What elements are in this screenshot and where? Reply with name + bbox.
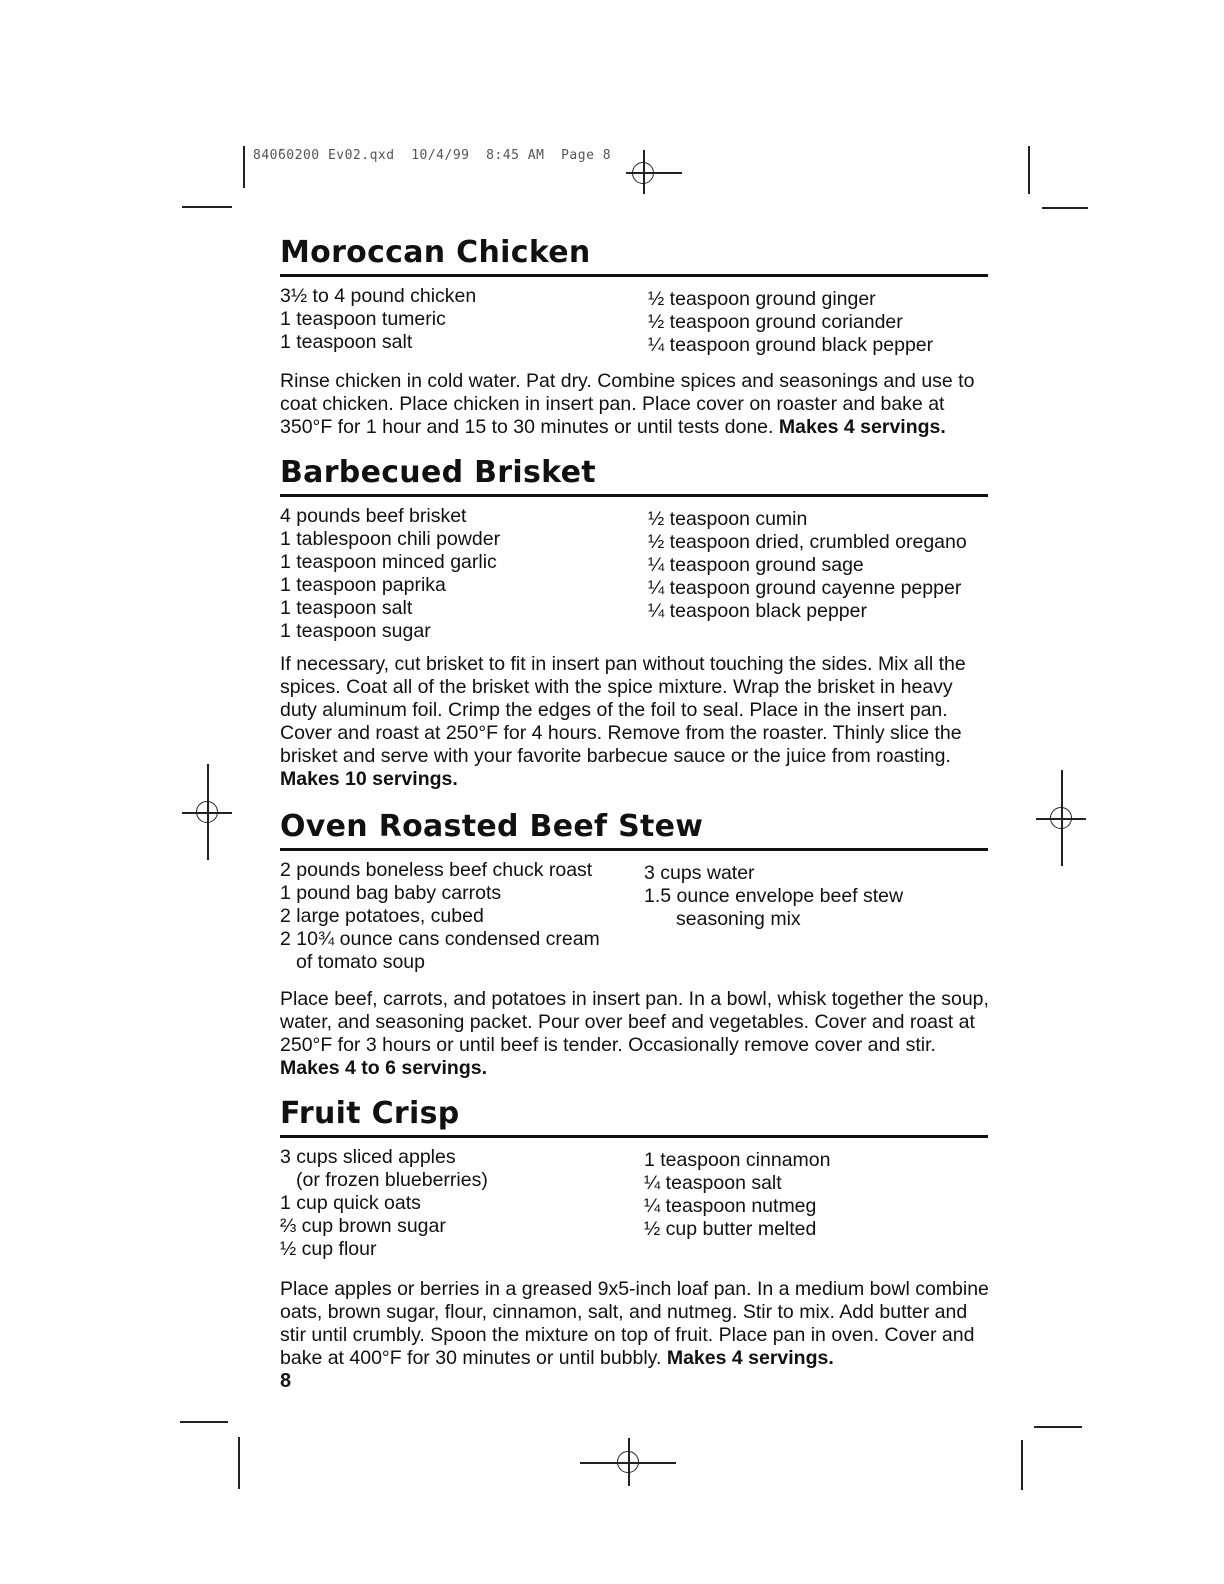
- ingredient: ¼ teaspoon ground cayenne pepper: [648, 577, 962, 599]
- servings: Makes 4 to 6 servings.: [280, 1057, 488, 1079]
- ingredient: 2 large potatoes, cubed: [280, 905, 484, 927]
- ingredients-left: [280, 505, 500, 643]
- crop-mark-top-left-v: [243, 146, 245, 188]
- recipe-title: Oven Roasted Beef Stew: [280, 809, 704, 844]
- recipe-title: Moroccan Chicken: [280, 235, 591, 270]
- ingredient: of tomato soup: [296, 951, 425, 973]
- crop-mark-bottom-right-v: [1021, 1440, 1023, 1490]
- servings: Makes 4 servings.: [778, 416, 946, 438]
- ingredient: ½ teaspoon ground ginger: [648, 288, 876, 310]
- ingredient: 1 teaspoon paprika: [280, 574, 446, 596]
- crop-mark-bottom-left-h: [180, 1421, 228, 1423]
- ingredient: ¼ teaspoon ground sage: [648, 554, 864, 576]
- ingredient: 1 pound bag baby carrots: [280, 882, 502, 904]
- ingredient: 1 teaspoon tumeric: [280, 308, 446, 330]
- ingredient: 4 pounds beef brisket: [280, 505, 467, 527]
- page-number: 8: [280, 1370, 292, 1392]
- ingredients-left: [280, 285, 476, 354]
- title-rule: [280, 274, 988, 277]
- crop-mark-bottom-right-h: [1034, 1426, 1082, 1428]
- registration-mark-right: [1036, 770, 1086, 866]
- ingredient: 1 tablespoon chili powder: [280, 528, 501, 550]
- ingredient: 2 10¾ ounce cans condensed cream: [280, 928, 600, 950]
- ingredients-right: [644, 1149, 830, 1241]
- ingredient: 1 cup quick oats: [280, 1192, 421, 1214]
- ingredient: ¼ teaspoon nutmeg: [644, 1195, 817, 1217]
- ingredient: ½ teaspoon ground coriander: [648, 311, 903, 333]
- recipe-oven-roasted-beef-stew: [280, 808, 990, 1079]
- ingredient: ¼ teaspoon ground black pepper: [648, 334, 934, 356]
- registration-mark-bottom: [580, 1438, 676, 1486]
- servings: Makes 10 servings.: [280, 768, 458, 790]
- ingredient: ¼ teaspoon black pepper: [648, 600, 867, 622]
- ingredient: 1 teaspoon sugar: [280, 620, 431, 642]
- ingredient: 3 cups water: [644, 862, 755, 884]
- recipe-barbecued-brisket: [280, 454, 990, 790]
- ingredient: 1.5 ounce envelope beef stew: [644, 885, 904, 907]
- ingredient: ½ teaspoon cumin: [648, 508, 808, 530]
- recipe-moroccan-chicken: [280, 234, 990, 438]
- title-rule: [280, 494, 988, 497]
- recipe-fruit-crisp: [280, 1095, 990, 1369]
- ingredient: 3 cups sliced apples: [280, 1146, 456, 1168]
- ingredients-right: [648, 508, 967, 623]
- ingredient: ½ cup butter melted: [644, 1218, 817, 1240]
- ingredient: 2 pounds boneless beef chuck roast: [280, 859, 593, 881]
- instructions: Place beef, carrots, and potatoes in insert pan. In a bowl, whisk together the soup, water, and seasoning packet. Pour over beef and vegetables. Cover and roast at 250°F for 3 hours or until beef is tender. Occasionally remove cover and stir. Makes 4 to 6 servings.: [280, 988, 989, 1079]
- ingredient: 1 teaspoon salt: [280, 331, 413, 353]
- instructions: Rinse chicken in cold water. Pat dry. Combine spices and seasonings and use to coat chicken. Place chicken in insert pan. Place cover on roaster and bake at 350°F for 1 hour and 15 to 30 minutes or until tests done. Makes 4 servings.: [280, 370, 975, 438]
- ingredients-left: [280, 859, 600, 974]
- ingredient: ¼ teaspoon salt: [644, 1172, 782, 1194]
- registration-mark-top: [604, 150, 682, 194]
- ingredient: 1 teaspoon salt: [280, 597, 413, 619]
- ingredient: 1 teaspoon minced garlic: [280, 551, 497, 573]
- ingredient: 3½ to 4 pound chicken: [280, 285, 477, 307]
- recipe-title: Barbecued Brisket: [280, 455, 596, 490]
- ingredient: ½ teaspoon dried, crumbled oregano: [648, 531, 967, 553]
- instructions: Place apples or berries in a greased 9x5-inch loaf pan. In a medium bowl combine oats, brown sugar, flour, cinnamon, salt, and nutmeg. Stir to mix. Add butter and stir until crumbly. Spoon the mixture on top of fruit. Place pan in oven. Cover and bake at 400°F for 30 minutes or until bubbly. Makes 4 servings.: [280, 1278, 989, 1369]
- instructions: If necessary, cut brisket to fit in insert pan without touching the sides. Mix all the spices. Coat all of the brisket with the spice mixture. Wrap the brisket in heavy duty aluminum foil. Crimp the edges of the foil to seal. Place in the insert pan. Cover and roast at 250°F for 4 hours. Remove from the roaster. Thinly slice the brisket and serve with your favorite barbecue sauce or the juice from roasting. Makes 10 servings.: [280, 653, 966, 790]
- ingredient: ½ cup flour: [280, 1238, 377, 1260]
- title-rule: [280, 1135, 988, 1138]
- ingredient: seasoning mix: [676, 908, 801, 930]
- crop-mark-top-right-v: [1028, 146, 1030, 194]
- ingredient: (or frozen blueberries): [296, 1169, 488, 1191]
- ingredients-right: [648, 288, 933, 357]
- crop-mark-top-right-h: [1042, 207, 1088, 209]
- servings: Makes 4 servings.: [666, 1347, 834, 1369]
- ingredient: ⅔ cup brown sugar: [280, 1215, 446, 1237]
- ingredient: 1 teaspoon cinnamon: [644, 1149, 831, 1171]
- crop-mark-bottom-left-v: [238, 1437, 240, 1489]
- title-rule: [280, 848, 988, 851]
- crop-mark-top-left-h: [182, 206, 232, 208]
- registration-mark-left: [182, 764, 232, 860]
- recipe-title: Fruit Crisp: [280, 1096, 460, 1131]
- ingredients-left: [280, 1146, 488, 1261]
- ingredients-right: [644, 862, 903, 931]
- print-slug: 840̃60200 Ev02.qxd 10/4/99 8:45 AM Page 8: [253, 148, 612, 163]
